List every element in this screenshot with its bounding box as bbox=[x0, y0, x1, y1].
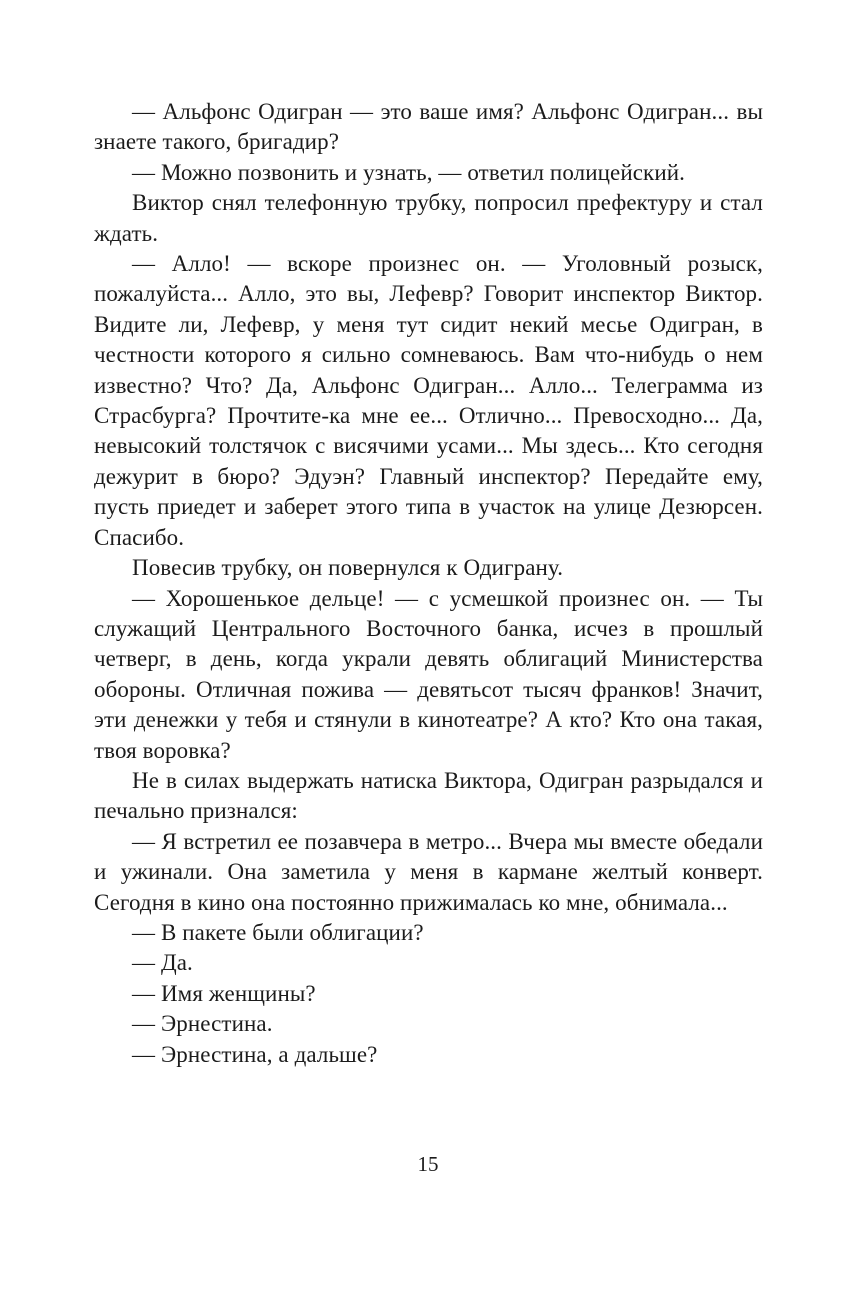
paragraph: — В пакете были облигации? bbox=[132, 919, 424, 945]
paragraph: — Алло! — вскоре произнес он. — Уголовный розыск, пожалуйста... Алло, это вы, Лефевр? Говорит инспектор Виктор. Видите ли, Лефевр, у меня тут сидит некий месье Одигран, в честности которого я сильно сомневаюсь. Вам что-нибудь о нем известно? Что? Да, Альфонс Одигран... Алло... Телеграмма из Страсбурга? Прочтите-ка мне ее... Отлично... Превосходно... Да, невысокий толстячок с висячими усами... Мы здесь... Кто сегодня дежурит в бюро? Эдуэн? Главный инспектор? Передайте ему, пусть приедет и заберет этого типа в участок на улице Дезюрсен. Спасибо. bbox=[94, 251, 763, 550]
paragraph: — Альфонс Одигран — это ваше имя? Альфонс Одигран... вы знаете такого, бригадир? bbox=[94, 99, 763, 155]
paragraph: — Можно позвонить и узнать, — ответил полицейский. bbox=[132, 159, 686, 185]
paragraph: Виктор снял телефонную трубку, попросил префектуру и стал ждать. bbox=[94, 190, 763, 246]
paragraph: — Хорошенькое дельце! — с усмешкой произнес он. — Ты служащий Центрального Восточного банка, исчез в прошлый четверг, в день, когда украли девять облигаций Министерства обороны. Отличная пожива — девятьсот тысяч франков! Значит, эти денежки у тебя и стянули в кинотеатре? А кто? Кто она такая, твоя воровка? bbox=[94, 585, 763, 763]
page-number: 15 bbox=[417, 1152, 439, 1176]
paragraph: Не в силах выдержать натиска Виктора, Одигран разрыдался и печально признался: bbox=[94, 767, 763, 824]
paragraph: Повесив трубку, он повернулся к Одиграну. bbox=[132, 555, 564, 581]
body-text bbox=[94, 97, 763, 1070]
paragraph: — Имя женщины? bbox=[132, 980, 316, 1006]
paragraph: — Эрнестина, а дальше? bbox=[132, 1041, 378, 1067]
paragraph: — Эрнестина. bbox=[132, 1011, 273, 1037]
paragraph: — Да. bbox=[132, 950, 193, 976]
paragraph: — Я встретил ее позавчера в метро... Вчера мы вместе обедали и ужинали. Она заметила у меня в кармане желтый конверт. Сегодня в кино она постоянно прижималась ко мне, обнимала... bbox=[94, 828, 763, 915]
